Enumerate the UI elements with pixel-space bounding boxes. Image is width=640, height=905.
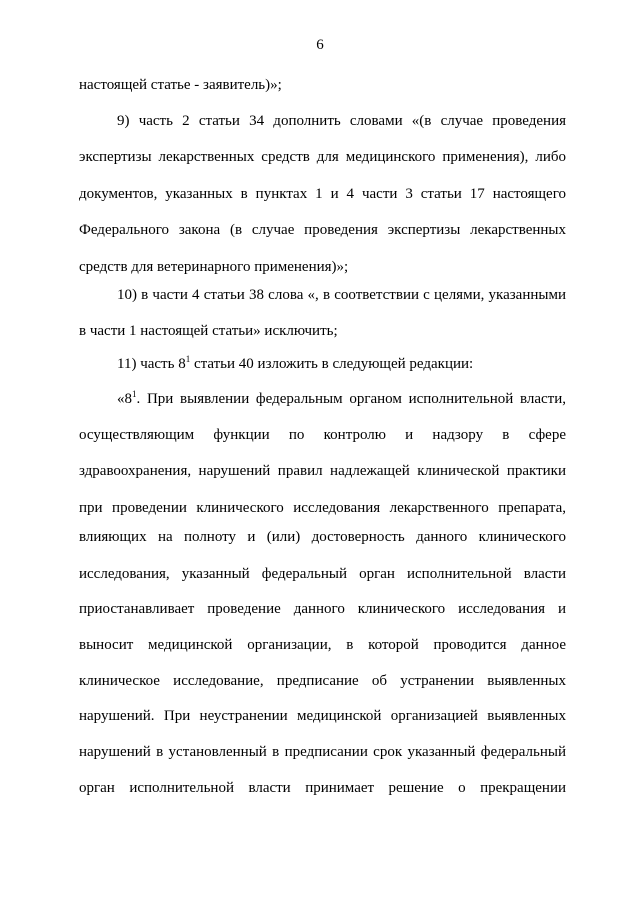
text-line xyxy=(117,390,566,408)
text-line: средств для ветеринарного применения)»; xyxy=(79,259,349,275)
text-segment: «8 xyxy=(117,391,132,407)
text-line: в части 1 настоящей статьи» исключить; xyxy=(79,323,338,339)
text-line: 9) часть 2 статьи 34 дополнить словами «(в случае проведения xyxy=(117,113,566,129)
text-segment: статьи 40 изложить в следующей редакции: xyxy=(190,356,474,372)
text-line: приостанавливает проведение данного клинического исследования и xyxy=(79,601,566,617)
text-line: исследования, указанный федеральный орган исполнительной власти xyxy=(79,566,566,582)
text-line xyxy=(117,355,566,373)
text-line: здравоохранения, нарушений правил надлежащей клинической практики xyxy=(79,463,566,479)
text-line: настоящей статье - заявитель)»; xyxy=(79,77,282,93)
text-line: выносит медицинской организации, в которой проводится данное xyxy=(79,637,566,653)
page-number: 6 xyxy=(316,37,324,53)
text-segment: 11) часть 8 xyxy=(117,356,186,372)
text-line: нарушений. При неустранении медицинской организацией выявленных xyxy=(79,708,566,724)
text-line: клиническое исследование, предписание об устранении выявленных xyxy=(79,673,566,689)
text-line: документов, указанных в пунктах 1 и 4 части 3 статьи 17 настоящего xyxy=(79,186,566,202)
text-line: осуществляющим функции по контролю и надзору в сфере xyxy=(79,427,566,443)
text-line: нарушений в установленный в предписании срок указанный федеральный xyxy=(79,744,566,760)
text-line: 10) в части 4 статьи 38 слова «, в соответствии с целями, указанными xyxy=(117,287,566,303)
superscript: 1 xyxy=(185,354,191,364)
text-line: влияющих на полноту и (или) достоверность данного клинического xyxy=(79,529,566,545)
superscript: 1 xyxy=(132,389,137,399)
text-segment: . При выявлении федеральным органом исполнительной власти, xyxy=(136,391,566,407)
text-line: Федерального закона (в случае проведения экспертизы лекарственных xyxy=(79,222,566,238)
text-line: орган исполнительной власти принимает решение о прекращении xyxy=(79,780,566,796)
text-line: при проведении клинического исследования лекарственного препарата, xyxy=(79,500,566,516)
text-line: экспертизы лекарственных средств для медицинского применения), либо xyxy=(79,149,566,165)
